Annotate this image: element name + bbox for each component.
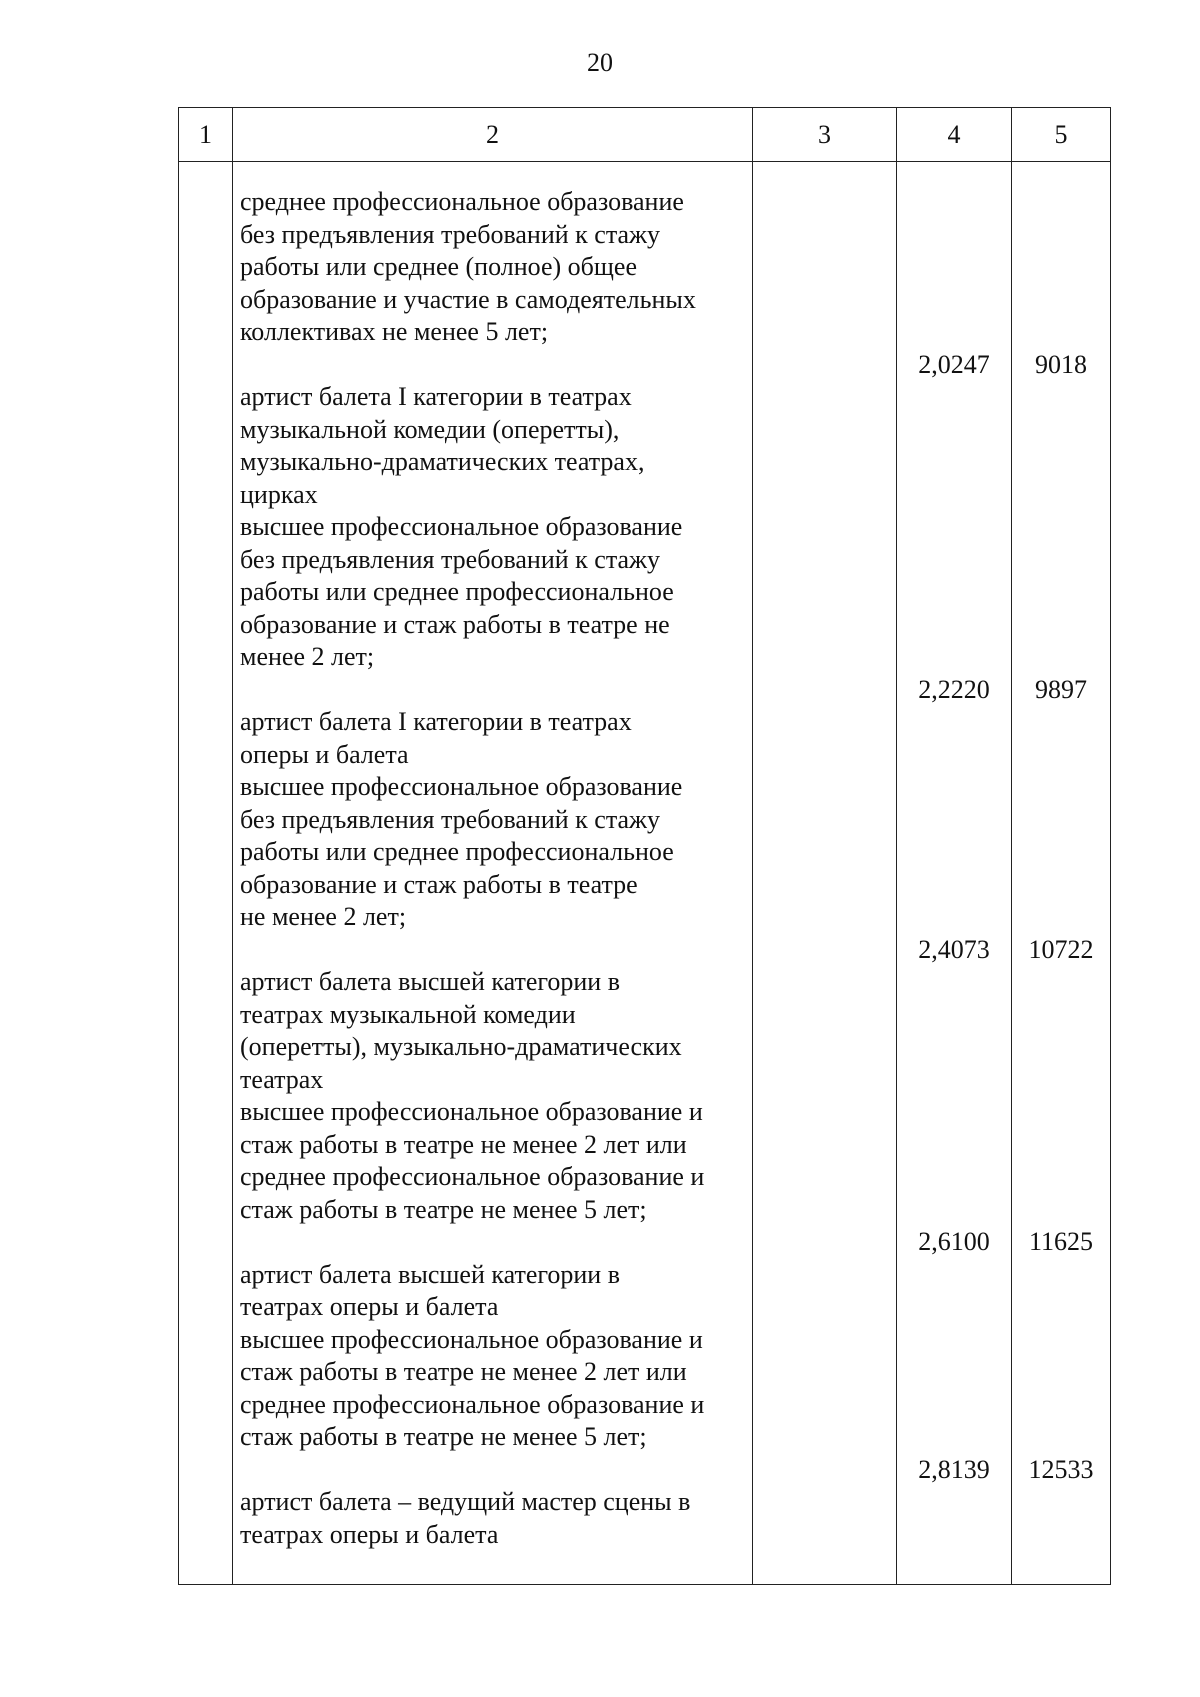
entry-text-line: работы или среднее профессиональное bbox=[240, 577, 674, 606]
salary-value: 9897 bbox=[1035, 674, 1087, 704]
entry-text-line: высшее профессиональное образование и bbox=[240, 1097, 703, 1126]
coefficient-value: 2,4073 bbox=[918, 934, 990, 964]
table-entry bbox=[240, 186, 748, 349]
salary-value: 12533 bbox=[1028, 1454, 1094, 1484]
entry-text-line: образование и стаж работы в театре не bbox=[240, 609, 670, 639]
entry-text-line: не менее 2 лет; bbox=[240, 902, 407, 931]
entry-text-line: среднее профессиональное образование и bbox=[240, 1389, 705, 1419]
table-entry bbox=[240, 381, 748, 674]
entry-text-line: стаж работы в театре не менее 5 лет; bbox=[240, 1194, 647, 1224]
entry-text-line: без предъявления требований к стажу bbox=[240, 544, 661, 574]
column-header-4: 4 bbox=[897, 108, 1012, 162]
entry-text-line: коллективах не менее 5 лет; bbox=[240, 317, 549, 346]
entry-text-line: высшее профессиональное образование bbox=[240, 512, 683, 541]
coefficient-value: 2,2220 bbox=[918, 674, 990, 704]
entry-text-line: среднее профессиональное образование и bbox=[240, 1162, 705, 1191]
document-table bbox=[178, 107, 1111, 1585]
table-entry bbox=[240, 1259, 748, 1454]
entry-text-line: работы или среднее профессиональное bbox=[240, 837, 674, 866]
table-entry bbox=[240, 706, 748, 934]
salary-cell bbox=[1012, 162, 1111, 1585]
salary-value: 11625 bbox=[1028, 1227, 1094, 1256]
entry-text-line: менее 2 лет; bbox=[240, 642, 375, 671]
coefficient-value: 2,0247 bbox=[918, 349, 990, 379]
entry-text-line: стаж работы в театре не менее 2 лет или bbox=[240, 1357, 687, 1386]
entry-text-line: цирках bbox=[240, 479, 318, 509]
entry-text-line: работы или среднее (полное) общее bbox=[240, 252, 637, 281]
column-header-5: 5 bbox=[1012, 108, 1111, 162]
entry-text-line: артист балета I категории в театрах bbox=[240, 707, 632, 736]
table-header-row bbox=[179, 108, 1111, 162]
entry-text-line: без предъявления требований к стажу bbox=[240, 804, 661, 834]
entry-text-line: образование и стаж работы в театре bbox=[240, 869, 638, 899]
description-cell bbox=[233, 162, 753, 1585]
column-3-cell bbox=[753, 162, 897, 1585]
entry-text-line: (оперетты), музыкально-драматических bbox=[240, 1032, 682, 1061]
entry-text-line: артист балета высшей категории в bbox=[240, 1259, 620, 1289]
entry-text-line: театрах bbox=[240, 1064, 324, 1094]
entry-text-line: артист балета высшей категории в bbox=[240, 967, 620, 996]
column-header-2: 2 bbox=[233, 108, 753, 162]
entry-text-line: артист балета I категории в театрах bbox=[240, 382, 632, 411]
table-body-row bbox=[179, 162, 1111, 1585]
entry-text-line: театрах музыкальной комедии bbox=[240, 999, 576, 1029]
coefficient-value: 2,8139 bbox=[918, 1454, 990, 1484]
salary-value: 9018 bbox=[1035, 349, 1087, 379]
entry-text-line: артист балета – ведущий мастер сцены в bbox=[240, 1487, 691, 1516]
coefficient-value: 2,6100 bbox=[918, 1227, 990, 1256]
table-entry bbox=[240, 1486, 748, 1551]
column-header-3: 3 bbox=[753, 108, 897, 162]
coefficient-cell bbox=[897, 162, 1012, 1585]
entry-text-line: без предъявления требований к стажу bbox=[240, 219, 661, 249]
table-entry bbox=[240, 966, 748, 1226]
entry-text-line: среднее профессиональное образование bbox=[240, 187, 684, 216]
salary-value: 10722 bbox=[1028, 934, 1094, 964]
entry-text-line: высшее профессиональное образование bbox=[240, 772, 683, 801]
entry-text-line: стаж работы в театре не менее 2 лет или bbox=[240, 1129, 687, 1159]
entry-text-line: образование и участие в самодеятельных bbox=[240, 284, 696, 314]
column-header-1: 1 bbox=[179, 108, 233, 162]
entry-text-line: оперы и балета bbox=[240, 739, 409, 769]
column-1-cell bbox=[179, 162, 233, 1585]
entry-text-line: музыкально-драматических театрах, bbox=[240, 447, 645, 476]
entry-text-line: театрах оперы и балета bbox=[240, 1292, 499, 1321]
entry-text-line: театрах оперы и балета bbox=[240, 1519, 499, 1549]
entry-text-line: стаж работы в театре не менее 5 лет; bbox=[240, 1422, 647, 1451]
page-number: 20 bbox=[587, 48, 613, 77]
entry-text-line: высшее профессиональное образование и bbox=[240, 1324, 703, 1354]
entry-text-line: музыкальной комедии (оперетты), bbox=[240, 414, 620, 444]
